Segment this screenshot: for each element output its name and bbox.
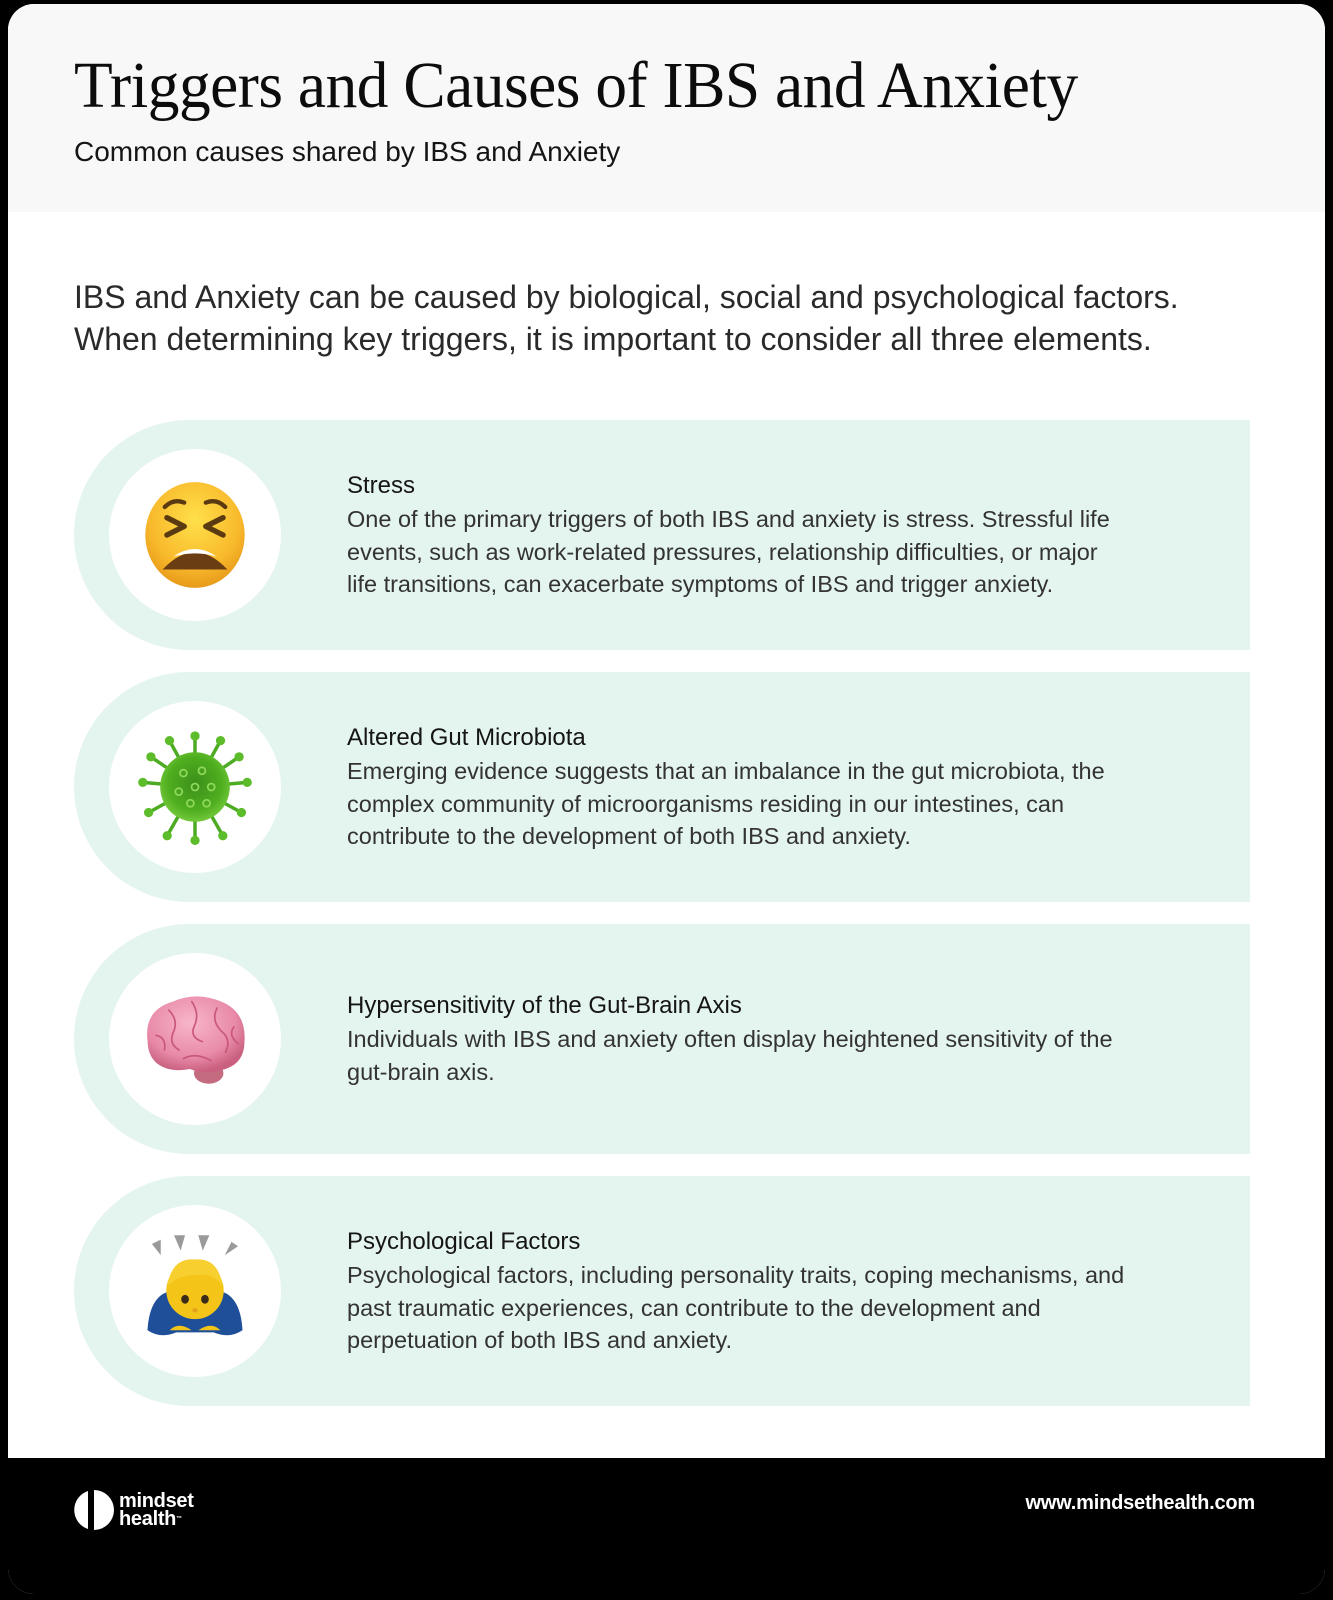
- icon-circle: [109, 449, 281, 621]
- icon-circle: [109, 953, 281, 1125]
- desc-line: life transitions, can exacerbate symptoms of IBS and trigger anxiety.: [347, 571, 1054, 597]
- icon-circle: [109, 1205, 281, 1377]
- item-description: [347, 755, 1207, 853]
- brand-logo[interactable]: [72, 1488, 194, 1532]
- desc-line: gut-brain axis.: [347, 1058, 495, 1085]
- icon-circle: [109, 701, 281, 873]
- intro-paragraph: [74, 276, 1264, 360]
- item-text: [347, 1226, 1207, 1357]
- header: [8, 4, 1325, 212]
- logo-text: [119, 1492, 194, 1528]
- item-title: Altered Gut Microbiota: [347, 724, 586, 751]
- desc-line: events, such as work-related pressures, relationship difficulties, or major: [347, 538, 1098, 565]
- item-title: Stress: [347, 472, 416, 499]
- desc-line: past traumatic experiences, can contribute to the development and: [347, 1294, 1041, 1321]
- brain-icon: [137, 989, 253, 1089]
- intro-line: IBS and Anxiety can be caused by biological, social and psychological factors.: [74, 279, 1179, 315]
- item-text: [347, 990, 1207, 1088]
- item-description: [347, 1259, 1207, 1357]
- item-description: [347, 503, 1207, 601]
- microbe-icon: [137, 729, 253, 845]
- desc-line: One of the primary triggers of both IBS and anxiety is stress. Stressful life: [347, 506, 1110, 532]
- desc-line: contribute to the development of both IBS and anxiety.: [347, 823, 911, 849]
- desc-line: complex community of microorganisms residing in our intestines, can: [347, 790, 1065, 817]
- bowing-person-icon: [145, 1233, 245, 1349]
- website-link[interactable]: www.mindsethealth.com: [1025, 1492, 1255, 1514]
- page-title: Triggers and Causes of IBS and Anxiety: [74, 49, 1078, 122]
- footer: [8, 1458, 1325, 1594]
- mindset-health-logo-icon: [72, 1488, 114, 1532]
- item-title: Hypersensitivity of the Gut-Brain Axis: [347, 992, 742, 1019]
- item-text: [347, 722, 1207, 853]
- cause-item-psychological-factors: [74, 1176, 1250, 1406]
- trademark: ™: [176, 1516, 182, 1522]
- logo-line-2: health: [119, 1508, 177, 1530]
- page-subtitle: Common causes shared by IBS and Anxiety: [74, 136, 621, 167]
- cause-item-stress: [74, 420, 1250, 650]
- item-title: Psychological Factors: [347, 1228, 581, 1255]
- cause-item-gut-microbiota: [74, 672, 1250, 902]
- desc-line: Psychological factors, including personality traits, coping mechanisms, and: [347, 1262, 1125, 1288]
- desc-line: perpetuation of both IBS and anxiety.: [347, 1327, 732, 1353]
- desc-line: Individuals with IBS and anxiety often display heightened sensitivity of the: [347, 1026, 1113, 1052]
- item-description: [347, 1023, 1207, 1088]
- infographic-card: [8, 4, 1325, 1594]
- tired-face-icon: [141, 481, 249, 589]
- item-text: [347, 470, 1207, 601]
- cause-item-gut-brain-axis: [74, 924, 1250, 1154]
- desc-line: Emerging evidence suggests that an imbalance in the gut microbiota, the: [347, 758, 1105, 784]
- logo-line-1: mindset: [119, 1490, 194, 1512]
- intro-line: When determining key triggers, it is important to consider all three elements.: [74, 321, 1152, 357]
